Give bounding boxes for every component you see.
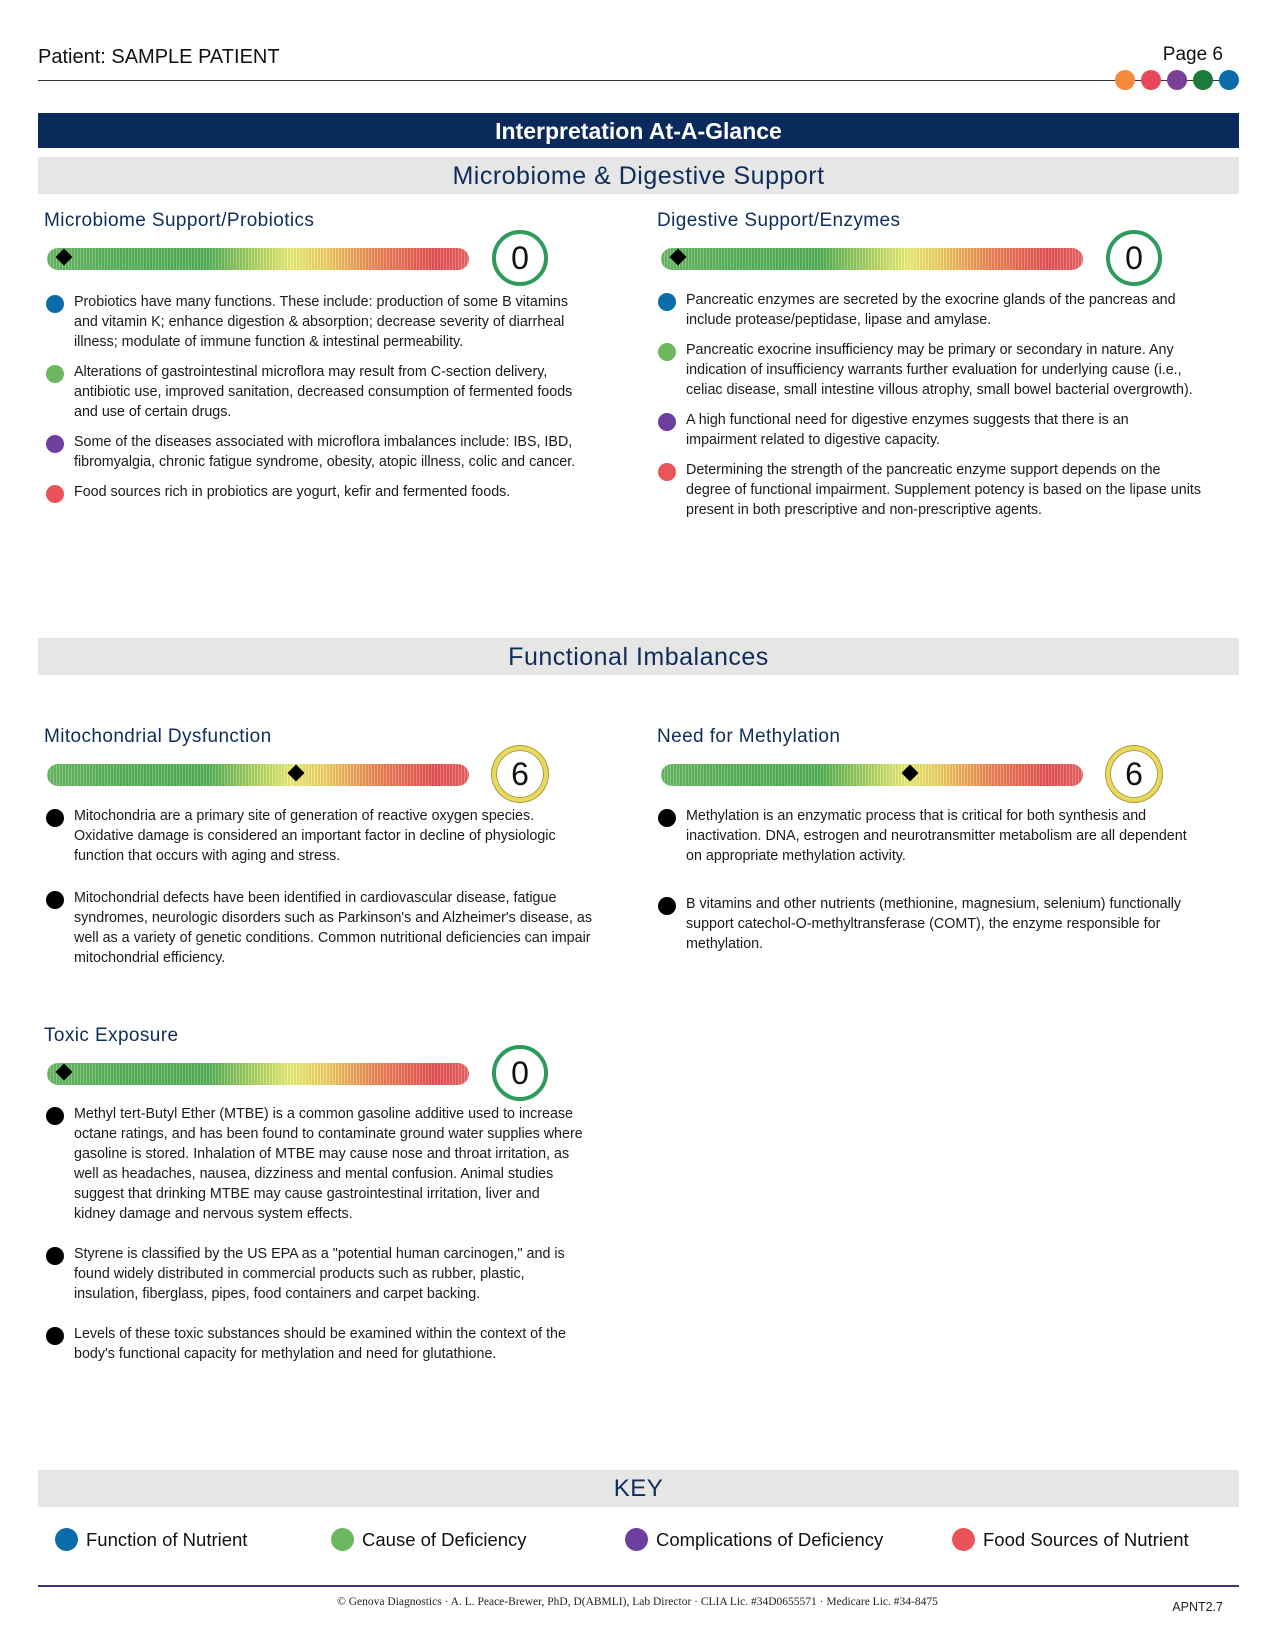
bullet-dot — [46, 435, 64, 453]
key-dot — [55, 1528, 78, 1551]
bullet-dot — [658, 463, 676, 481]
gauge-bar — [47, 1063, 469, 1085]
key-item-function — [55, 1528, 247, 1551]
bullets-mitochondrial — [44, 806, 594, 968]
bullet-dot — [46, 809, 64, 827]
bullet-dot — [46, 365, 64, 383]
bullets-toxic — [44, 1104, 584, 1364]
key-label: Food Sources of Nutrient — [983, 1528, 1189, 1550]
bullet-text: Some of the diseases associated with microflora imbalances include: IBS, IBD, fibromyalgia, chronic fatigue syndrome, obesity, atopic illness, colic and cancer. — [74, 434, 576, 470]
bullet-text: Pancreatic exocrine insufficiency may be primary or secondary in nature. Any indication of insufficiency warrants further evaluation for underlying cause (i.e., celiac disease, small intestine villous atrophy, small bowel bacterial overgrowth). — [686, 342, 1193, 398]
gauge-methylation — [661, 764, 1083, 786]
bullet-text: Styrene is classified by the US EPA as a "potential human carcinogen," and is found widely distributed in commercial products such as rubber, plastic, insulation, fiberglass, pipes, food containers and carpet backing. — [74, 1246, 565, 1302]
bullet-item — [44, 432, 594, 472]
bullet-item — [44, 888, 594, 968]
bullet-dot — [46, 1107, 64, 1125]
bullet-item — [656, 410, 1201, 450]
bullet-item — [44, 1104, 584, 1224]
patient-name: Patient: SAMPLE PATIENT — [38, 46, 280, 68]
header-dot-blue — [1219, 70, 1239, 90]
bullet-item — [44, 1244, 584, 1304]
score-probiotics: 0 — [492, 230, 548, 286]
header-dot-purple — [1167, 70, 1187, 90]
form-code: APNT2.7 — [1172, 1600, 1223, 1614]
bullet-text: A high functional need for digestive enzymes suggests that there is an impairment related to digestive capacity. — [686, 412, 1129, 448]
panel-title-probiotics: Microbiome Support/Probiotics — [44, 210, 315, 231]
bullet-item — [656, 290, 1201, 330]
header-divider — [38, 80, 1239, 81]
bullet-text: Probiotics have many functions. These include: production of some B vitamins and vitamin K; enhance digestion & absorption; decrease severity of diarrheal illness; modulate of immune function & intestinal permeability. — [74, 294, 569, 350]
bullet-dot — [658, 897, 676, 915]
bullet-item — [44, 806, 594, 866]
bullet-text: Methyl tert-Butyl Ether (MTBE) is a common gasoline additive used to increase octane ratings, and has been found to contaminate ground water supplies where gasoline is stored. Inhalation of MTBE may cause nose and throat irritation, as well as headaches, nausea, dizziness and mental confusion. Animal studies suggest that drinking MTBE may cause gastrointestinal irritation, liver and kidney damage and nervous system effects. — [74, 1106, 583, 1222]
panel-title-mitochondrial: Mitochondrial Dysfunction — [44, 726, 272, 747]
key-item-complications — [625, 1528, 883, 1551]
gauge-probiotics — [47, 248, 469, 270]
gauge-toxic — [47, 1063, 469, 1085]
score-enzymes: 0 — [1106, 230, 1162, 286]
bullet-dot — [46, 891, 64, 909]
bullet-item — [656, 460, 1201, 520]
section-title-key: KEY — [38, 1470, 1239, 1507]
key-label: Cause of Deficiency — [362, 1528, 527, 1550]
bullet-dot — [658, 343, 676, 361]
key-label: Complications of Deficiency — [656, 1528, 884, 1550]
bullets-methylation — [656, 806, 1201, 954]
bullet-dot — [46, 485, 64, 503]
bullet-item — [44, 292, 594, 352]
bullet-text: Mitochondrial defects have been identified in cardiovascular disease, fatigue syndromes, neurologic disorders such as Parkinson's and Alzheimer's disease, as well as a variety of genetic conditions. Common nutritional deficiencies can impair mitochondrial efficiency. — [74, 890, 593, 966]
bullet-dot — [46, 1327, 64, 1345]
bullet-item — [44, 482, 594, 502]
bullet-text: Levels of these toxic substances should be examined within the context of the body's functional capacity for methylation and need for glutathione. — [74, 1326, 566, 1362]
bullet-item — [656, 340, 1201, 400]
section-title-functional: Functional Imbalances — [38, 638, 1239, 675]
bullet-item — [656, 894, 1201, 954]
key-dot — [331, 1528, 354, 1551]
bullets-enzymes — [656, 290, 1201, 520]
bullet-text: Methylation is an enzymatic process that is critical for both synthesis and inactivation. DNA, estrogen and neurotransmitter metabolism are all dependent on appropriate methylation activity. — [686, 808, 1187, 864]
bullet-text: Mitochondria are a primary site of generation of reactive oxygen species. Oxidative damage is considered an important factor in decline of physiologic function that occurs with aging and stress. — [74, 808, 556, 864]
bullet-item — [44, 1324, 584, 1364]
bullet-dot — [46, 1247, 64, 1265]
interpretation-banner: Interpretation At-A-Glance — [38, 113, 1239, 148]
bullet-text: Pancreatic enzymes are secreted by the exocrine glands of the pancreas and include protease/peptidase, lipase and amylase. — [686, 292, 1176, 328]
key-dot — [625, 1528, 648, 1551]
score-mitochondrial: 6 — [492, 746, 548, 802]
gauge-bar — [661, 764, 1083, 786]
key-item-food-sources — [952, 1528, 1189, 1551]
bullet-item — [44, 362, 594, 422]
key-dot — [952, 1528, 975, 1551]
panel-title-methylation: Need for Methylation — [657, 726, 841, 747]
key-label: Function of Nutrient — [86, 1528, 248, 1550]
gauge-enzymes — [661, 248, 1083, 270]
header-color-dots — [1115, 70, 1239, 90]
key-item-cause — [331, 1528, 527, 1551]
bullet-text: Alterations of gastrointestinal microflora may result from C-section delivery, antibiotic use, improved sanitation, decreased consumption of fermented foods and use of certain drugs. — [74, 364, 573, 420]
header-dot-red — [1141, 70, 1161, 90]
score-toxic: 0 — [492, 1045, 548, 1101]
header-dot-green — [1193, 70, 1213, 90]
bullets-probiotics — [44, 292, 594, 502]
bullet-item — [656, 806, 1201, 866]
bullet-text: Food sources rich in probiotics are yogurt, kefir and fermented foods. — [74, 484, 511, 500]
section-title-microbiome: Microbiome & Digestive Support — [38, 157, 1239, 194]
gauge-bar — [47, 248, 469, 270]
panel-title-enzymes: Digestive Support/Enzymes — [657, 210, 901, 231]
footer-divider — [38, 1585, 1239, 1587]
score-methylation: 6 — [1106, 746, 1162, 802]
bullet-dot — [658, 809, 676, 827]
bullet-dot — [46, 295, 64, 313]
footer-credits: © Genova Diagnostics · A. L. Peace-Brewer, PhD, D(ABMLI), Lab Director · CLIA Lic. #34D0655571 · Medicare Lic. #34-8475 — [337, 1596, 938, 1608]
gauge-bar — [661, 248, 1083, 270]
bullet-text: B vitamins and other nutrients (methionine, magnesium, selenium) functionally support catechol-O-methyltransferase (COMT), the enzyme responsible for methylation. — [686, 896, 1182, 952]
gauge-mitochondrial — [47, 764, 469, 786]
header-dot-orange — [1115, 70, 1135, 90]
bullet-dot — [658, 293, 676, 311]
gauge-bar — [47, 764, 469, 786]
bullet-text: Determining the strength of the pancreatic enzyme support depends on the degree of functional impairment. Supplement potency is based on the lipase units present in both prescriptive and non-prescriptive agents. — [686, 462, 1202, 518]
page-number: Page 6 — [1162, 44, 1223, 65]
panel-title-toxic: Toxic Exposure — [44, 1025, 179, 1046]
bullet-dot — [658, 413, 676, 431]
